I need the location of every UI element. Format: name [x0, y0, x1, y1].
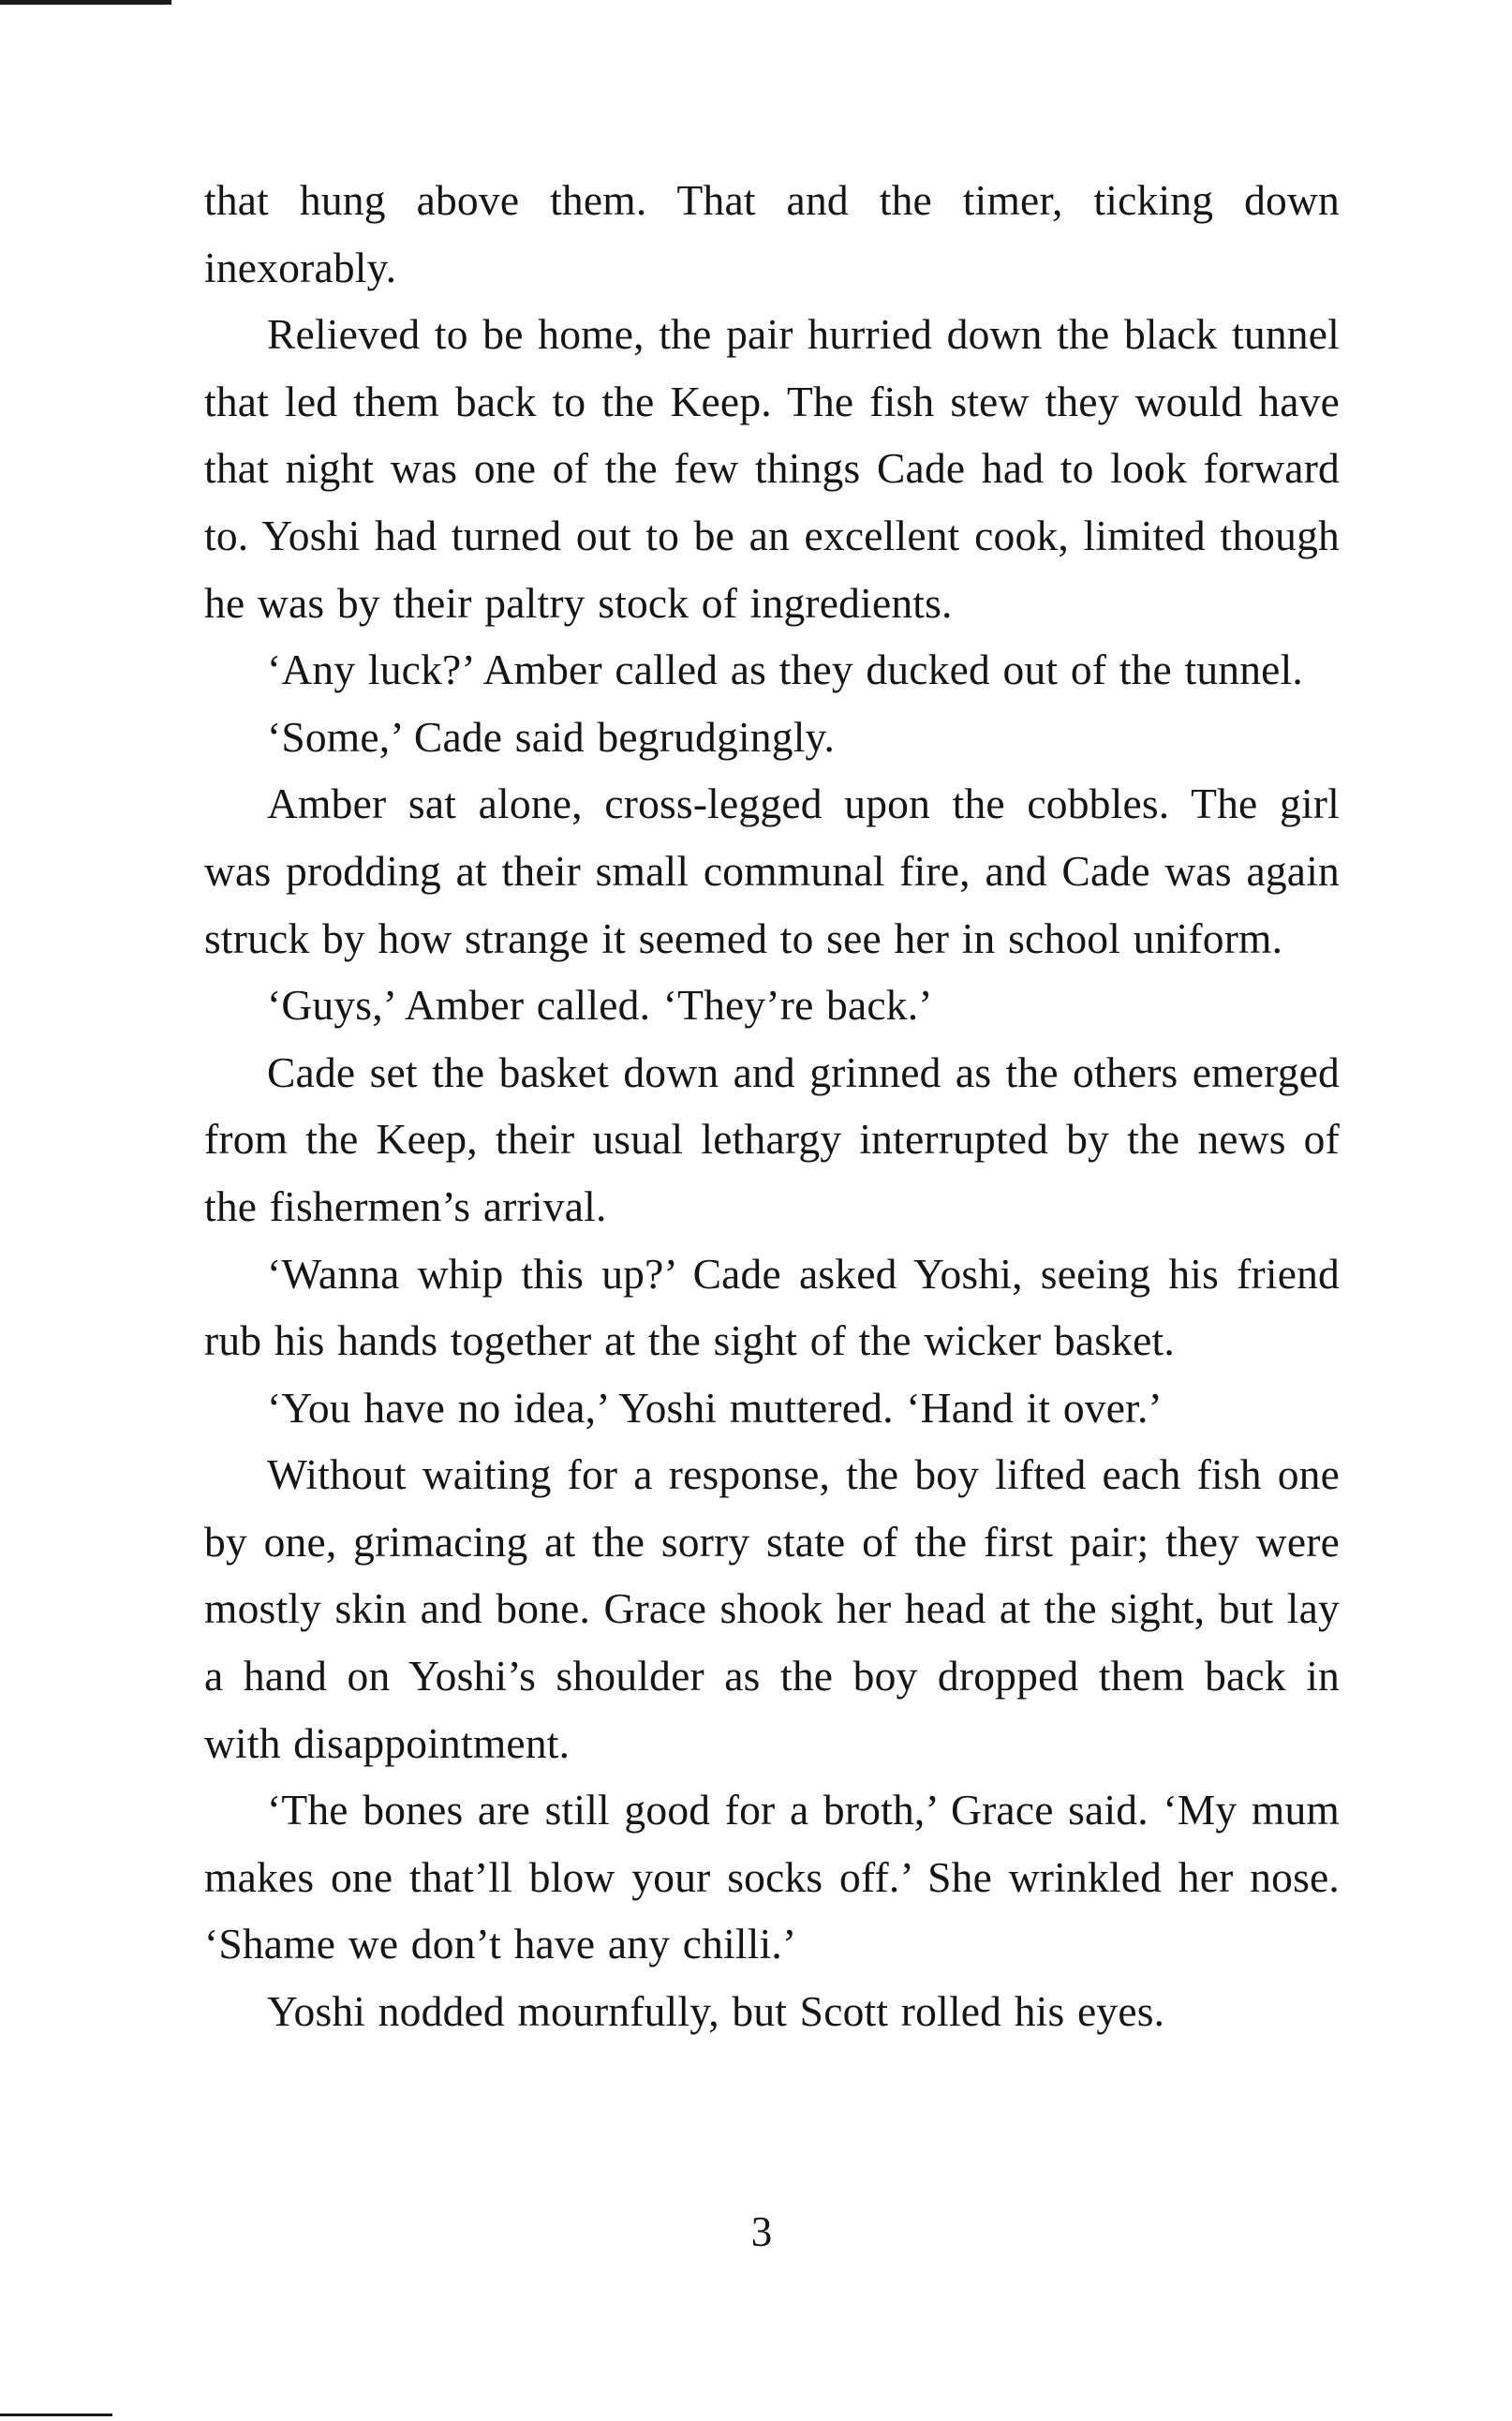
paragraph: Amber sat alone, cross-legged upon the cobbles. The girl was prodding at their small communal fire, and Cade was again struck by how strange it seemed to see her in school uniform.: [204, 780, 1340, 962]
body-text: [204, 167, 1340, 2045]
paragraph: ‘Some,’ Cade said begrudgingly.: [267, 712, 836, 761]
paragraph: Cade set the basket down and grinned as the others emerged from the Keep, their usual lethargy interrupted by the news of the fishermen’s arrival.: [204, 1047, 1340, 1230]
paragraph: ‘You have no idea,’ Yoshi muttered. ‘Hand it over.’: [267, 1383, 1163, 1432]
paragraph: ‘Guys,’ Amber called. ‘They’re back.’: [267, 981, 933, 1030]
paragraph: ‘The bones are still good for a broth,’ Grace said. ‘My mum makes one that’ll blow your socks off.’ She wrinkled her nose. ‘Shame we don’t have any chilli.’: [204, 1786, 1340, 1968]
scan-edge-bottom: [0, 2414, 112, 2416]
scan-edge-top: [0, 0, 171, 5]
page-number: 3: [750, 2208, 773, 2255]
paragraph: Yoshi nodded mournfully, but Scott rolled his eyes.: [267, 1987, 1165, 2036]
paragraph-continued: that hung above them. That and the timer, ticking down inexorably.: [204, 176, 1340, 291]
paragraph: ‘Any luck?’ Amber called as they ducked out of the tunnel.: [267, 646, 1303, 694]
paragraph: ‘Wanna whip this up?’ Cade asked Yoshi, seeing his friend rub his hands together at the sight of the wicker basket.: [204, 1249, 1340, 1365]
paragraph: Without waiting for a response, the boy lifted each fish one by one, grimacing at the sorry state of the first pair; they were mostly skin and bone. Grace shook her head at the sight, but lay a hand on Yoshi’s shoulder as the boy dropped them back in with disappointment.: [204, 1450, 1340, 1767]
paragraph: Relieved to be home, the pair hurried down the black tunnel that led them back to the Keep. The fish stew they would have that night was one of the few things Cade had to look forward to. Yoshi had turned out to be an excellent cook, limited though he was by their paltry stock of ingredients.: [204, 310, 1340, 627]
